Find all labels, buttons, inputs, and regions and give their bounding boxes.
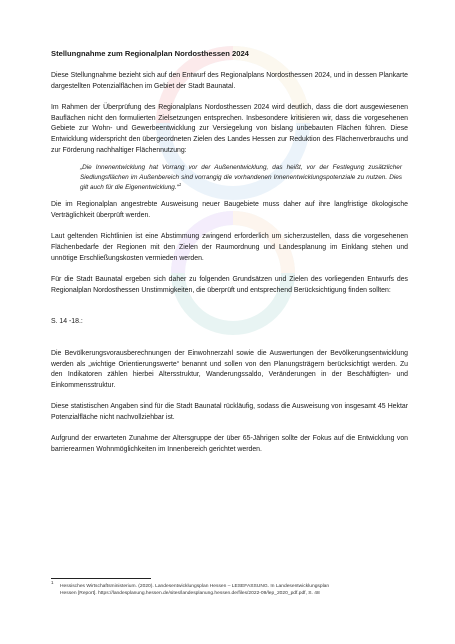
block-quote bbox=[80, 163, 402, 193]
footnote-ref: 1 bbox=[178, 182, 182, 188]
document-title: Stellungnahme zum Regionalplan Nordosthessen 2024 bbox=[51, 49, 249, 58]
paragraph-4: Für die Stadt Baunatal ergeben sich daher zu folgenden Grundsätzen und Zielen des vorliegenden Entwurfs des Regionalplan Nordosthessen Unstimmigkeiten, die überprüft und entsprechend Berücksichtigung finden sollten: bbox=[51, 276, 408, 294]
paragraph-5: Die Bevölkerungsvorausberechnungen der Einwohnerzahl sowie die Auswertungen der Bevölkerungsentwicklung werden als „wichtige Orientierungswerte“ benannt und sollen von den Planungsträgern berücksichtigt werden. Zu den Indikatoren zählen hierbei Altersstruktur, Wanderungssaldo, Veränderungen in der Beschäftigten- und Einkommensstruktur. bbox=[51, 349, 408, 389]
paragraph-2: Die im Regionalplan angestrebte Ausweisung neuer Baugebiete muss daher auf ihre langfristige ökologische Verträglichkeit überprüft werden. bbox=[51, 201, 408, 219]
paragraph-6: Diese statistischen Angaben sind für die Stadt Baunatal rückläufig, sodass die Ausweisung von insgesamt 45 Hektar Potenzialfläche nicht nachvollziehbar ist. bbox=[51, 403, 408, 421]
footnote-text-2: Hessen [Report]. https://landesplanung.hessen.de/sites/landesplanung.hessen.de/files/2022-09/lep_2020_pdf.pdf, S. 48 bbox=[60, 591, 320, 596]
intro-paragraph: Diese Stellungnahme bezieht sich auf den Entwurf des Regionalplans Nordosthessen 2024, und in dessen Plankarte dargestellten Potenzialflächen im Gebiet der Stadt Baunatal. bbox=[51, 72, 408, 90]
quote-text: „Die Innenentwicklung hat Vorrang vor der Außenentwicklung, das heißt, vor der Festlegung zusätzlicher Siedlungsflächen im Außenbereich sind vorrangig die vorhandenen Innenentwicklungspotenziale zu nutzen. Dies gilt auch für die Eigenentwicklung.“ bbox=[80, 164, 402, 192]
document-body bbox=[51, 49, 408, 456]
footnote-text-1: Hessisches Wirtschaftsministerium. (2020). Landesentwicklungsplan Hessen – LESEFASSUNG. In Landesentwicklungsplan bbox=[60, 584, 330, 589]
footnote-separator bbox=[51, 578, 151, 579]
paragraph-1: Im Rahmen der Überprüfung des Regionalplans Nordosthessen 2024 wird deutlich, dass die dort ausgewiesenen Bauflächen nicht den formulierten Zielsetzungen entsprechen. Insbesondere kritisieren wir, dass die vorgesehenen Gebiete zur Wohn- und Gewerbeentwicklung zur Versiegelung von bislang unbebauten Flächen führen. Diese Entwicklung widerspricht den übergeordneten Zielen des Landes Hessen zur Reduktion des Flächenverbrauchs und zur Förderung nachhaltiger Flächennutzung: bbox=[51, 104, 408, 154]
paragraph-3: Laut geltenden Richtlinien ist eine Abstimmung zwingend erforderlich um sicherzustellen, dass die vorgesehenen Flächenbedarfe der Regionen mit den Zielen der Raumordnung und Landesplanung im Einklang stehen und unnötige Erschließungskosten vermieden werden. bbox=[51, 233, 408, 262]
footnote-line-1: $^1$Hessisches Wirtschaftsministerium. (2020). Landesentwicklungsplan Hessen – LESEFASSUNG. In Landesentwicklungsplan bbox=[51, 580, 330, 589]
footnote bbox=[51, 580, 411, 597]
paragraph-7: Aufgrund der erwarteten Zunahme der Altersgruppe der über 65-Jährigen sollte der Fokus auf die Entwicklung von barrierearmen Wohnmöglichkeiten im Innenbereich gerichtet werden. bbox=[51, 435, 408, 454]
section-reference: S. 14 -18.: bbox=[51, 318, 83, 326]
